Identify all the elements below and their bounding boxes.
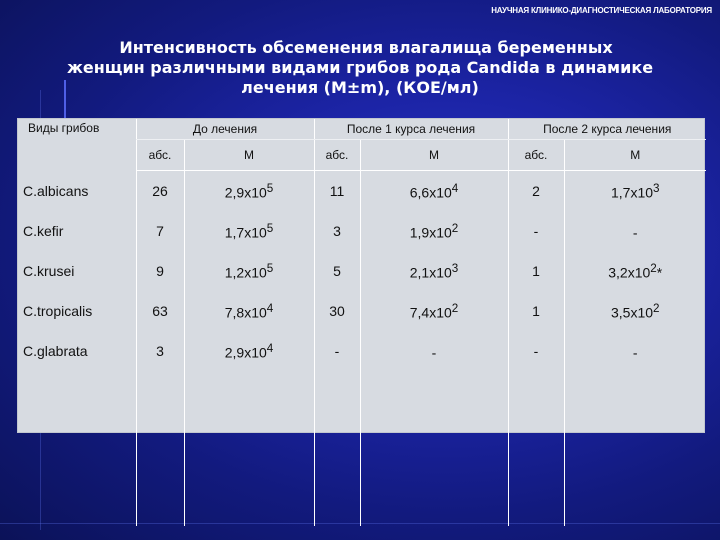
- value: 2: [532, 183, 540, 199]
- cell-course2-m: [564, 291, 706, 331]
- value-mantissa: 3,2x10: [608, 264, 651, 281]
- value: 7: [156, 223, 164, 239]
- cell-course2-abs: [508, 331, 564, 371]
- header-group-before-treatment: До лечения: [136, 119, 314, 140]
- cell-course2-abs: [508, 251, 564, 291]
- species-name: C.glabrata: [23, 343, 88, 359]
- cell-course1-abs: [314, 331, 360, 371]
- title-line-2: женщин различными видами грибов рода Candida в динамике: [66, 58, 654, 77]
- table-row: [18, 291, 706, 331]
- table-row: [18, 331, 706, 371]
- value: 3: [333, 223, 341, 239]
- value-mantissa: 3,5x10: [610, 304, 654, 321]
- cell-course1-m: [360, 291, 508, 331]
- value-exponent: 2: [653, 301, 660, 315]
- value-mantissa: 2,1x10: [409, 264, 452, 281]
- value: 1: [532, 263, 540, 279]
- species-name-cell: [18, 211, 136, 251]
- species-name-cell: [18, 171, 136, 212]
- subheader-abs: абс.: [136, 140, 184, 171]
- cell-course1-abs: [314, 291, 360, 331]
- candida-table: [18, 119, 706, 526]
- value: -: [533, 223, 539, 239]
- cell-before-m: [184, 291, 314, 331]
- value: 11: [329, 183, 345, 199]
- cell-before-m: [184, 251, 314, 291]
- value-mantissa: 1,2x10: [224, 264, 267, 281]
- cell-course2-abs: [508, 171, 564, 212]
- value: 5: [333, 263, 341, 279]
- species-name: C.krusei: [23, 263, 75, 279]
- cell-course1-abs: [314, 251, 360, 291]
- value-mantissa: -: [632, 344, 638, 361]
- value-exponent: 2: [451, 301, 459, 315]
- value-exponent: 4: [266, 341, 274, 355]
- table-row: [18, 251, 706, 291]
- cell-course1-abs: [314, 171, 360, 212]
- value-exponent: 4: [451, 181, 459, 195]
- value-exponent: 5: [266, 261, 274, 275]
- subheader-m: M: [564, 140, 706, 171]
- data-table-container: [17, 118, 705, 433]
- value: 3: [156, 343, 164, 359]
- cell-course2-abs: [508, 211, 564, 251]
- species-name: C.tropicalis: [23, 303, 93, 319]
- value-footnote-mark: *: [656, 264, 663, 281]
- cell-course2-abs: [508, 291, 564, 331]
- cell-course1-m: [360, 251, 508, 291]
- cell-before-abs: [136, 251, 184, 291]
- value-mantissa: 7,8x10: [224, 304, 267, 321]
- subheader-m: M: [184, 140, 314, 171]
- value-mantissa: 7,4x10: [409, 304, 452, 321]
- cell-before-abs: [136, 171, 184, 212]
- cell-course1-m: [360, 211, 508, 251]
- value: 1: [532, 303, 540, 319]
- value: 63: [152, 303, 168, 319]
- value-mantissa: 1,7x10: [610, 184, 654, 201]
- value: -: [334, 343, 340, 359]
- subheader-abs: абс.: [314, 140, 360, 171]
- value-exponent: 5: [266, 181, 274, 195]
- species-name-cell: [18, 251, 136, 291]
- species-name: C.albicans: [23, 182, 89, 199]
- subheader-abs: абс.: [508, 140, 564, 171]
- table-row: [18, 211, 706, 251]
- value-mantissa: -: [431, 344, 437, 361]
- subheader-m: M: [360, 140, 508, 171]
- table-empty-area: [18, 371, 706, 526]
- value: 26: [152, 183, 168, 199]
- value-exponent: 5: [266, 221, 274, 235]
- value: 9: [156, 263, 164, 279]
- value: -: [533, 343, 539, 359]
- species-name-cell: [18, 331, 136, 371]
- species-name-cell: [18, 291, 136, 331]
- value: 30: [329, 303, 345, 319]
- cell-before-m: [184, 211, 314, 251]
- cell-before-abs: [136, 331, 184, 371]
- value-mantissa: 1,9x10: [409, 224, 452, 241]
- header-group-after-course-2: После 2 курса лечения: [508, 119, 706, 140]
- cell-course1-m: [360, 171, 508, 212]
- cell-before-m: [184, 331, 314, 371]
- value-mantissa: 2,9x10: [224, 184, 267, 201]
- cell-course1-abs: [314, 211, 360, 251]
- value-mantissa: 2,9x10: [224, 344, 267, 361]
- cell-course2-m: [564, 331, 706, 371]
- cell-course1-m: [360, 331, 508, 371]
- cell-before-abs: [136, 211, 184, 251]
- cell-course2-m: [564, 251, 706, 291]
- value-mantissa: 6,6x10: [409, 184, 452, 201]
- value-exponent: 2: [451, 221, 459, 235]
- value-mantissa: 1,7x10: [224, 224, 267, 241]
- cell-course2-m: [564, 171, 706, 212]
- title-line-3: лечения (M±m), (КОЕ/мл): [241, 78, 479, 97]
- table-header-row-1: [18, 119, 706, 140]
- cell-before-m: [184, 171, 314, 212]
- value-exponent: 4: [266, 301, 274, 315]
- title-line-1: Интенсивность обсеменения влагалища беременных: [119, 38, 613, 57]
- cell-before-abs: [136, 291, 184, 331]
- header-species: Виды грибов: [28, 121, 100, 135]
- lab-header-label: НАУЧНАЯ КЛИНИКО-ДИАГНОСТИЧЕСКАЯ ЛАБОРАТОРИЯ: [491, 6, 712, 15]
- value-mantissa: -: [632, 224, 638, 241]
- species-name: C.kefir: [23, 223, 64, 239]
- value-exponent: 3: [653, 181, 660, 195]
- table-body: [18, 171, 706, 372]
- value-exponent: 2: [650, 261, 657, 275]
- header-group-after-course-1: После 1 курса лечения: [314, 119, 508, 140]
- slide-title: [40, 38, 680, 98]
- value-exponent: 3: [451, 261, 459, 275]
- table-row: [18, 171, 706, 212]
- cell-course2-m: [564, 211, 706, 251]
